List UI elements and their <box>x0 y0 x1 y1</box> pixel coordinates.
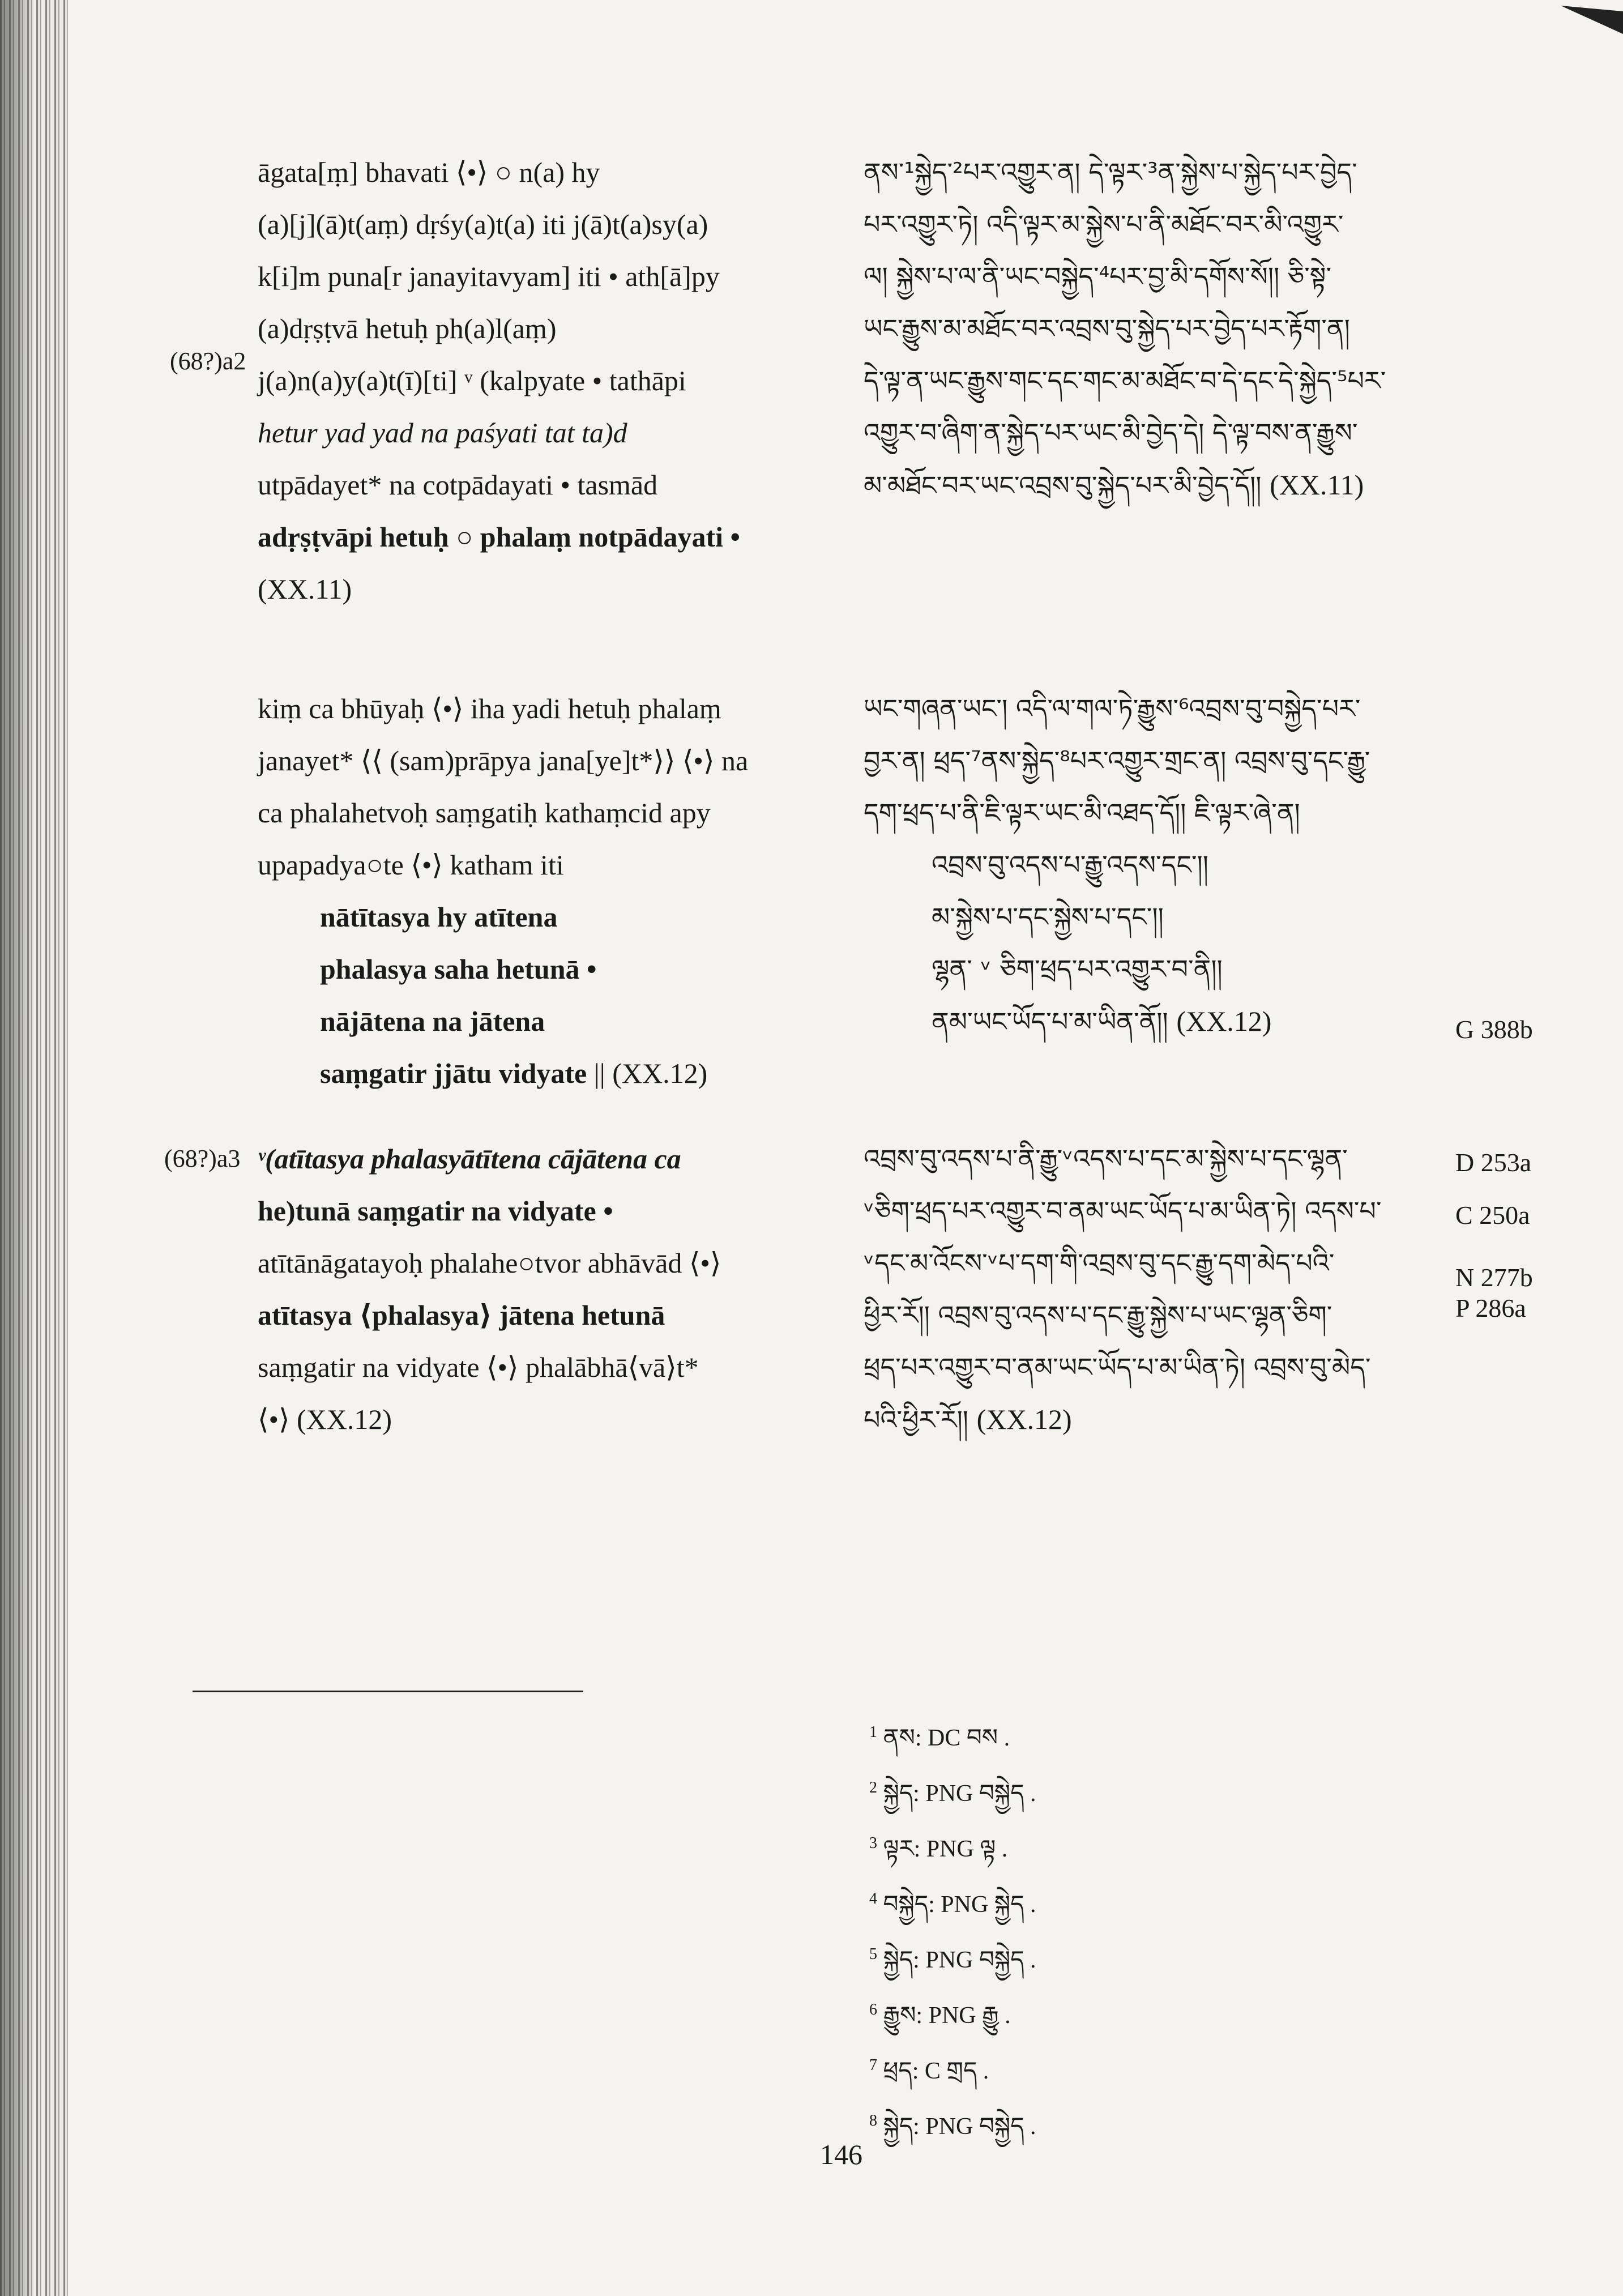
verse-ref: || (XX.12) <box>593 1057 708 1089</box>
tibetan-line: བྱར་ན། ཕྲད་⁷ནས་སྐྱེད་⁸པར་འགྱུར་གྲང་ན། འབྲས་བུ་དང་རྒྱུ་ <box>864 745 1370 776</box>
tibetan-line: ཡང་གཞན་ཡང་། འདི་ལ་གལ་ཏེ་རྒྱུས་⁶འབྲས་བུ་བསྐྱེད་པར་ <box>864 693 1361 724</box>
tibetan-line: པར་འགྱུར་ཏེ། འདི་ལྟར་མ་སྐྱེས་པ་ནི་མཐོང་བར་མི་འགྱུར་ <box>864 209 1344 240</box>
block1-line: (XX.11) <box>258 573 352 605</box>
footnote: $^5$ སྐྱེད: PNG བསྐྱེད . <box>869 1945 1036 1973</box>
tibetan-verse-line: མ་སྐྱེས་པ་དང་སྐྱེས་པ་དང་།། <box>932 902 1164 932</box>
block2-tibetan <box>864 682 1447 1048</box>
tibetan-line: འགྱུར་བ་ཞིག་ན་སྐྱེད་པར་ཡང་མི་བྱེད་དེ། དེ་ལྟ་བས་ན་རྒྱུས་ <box>864 417 1358 448</box>
tibetan-line: ནས་¹སྐྱེད་²པར་འགྱུར་ན། དེ་ལྟར་³ན་སྐྱེས་པ་སྐྱེད་པར་བྱེད་ <box>864 157 1357 187</box>
footnote: $^4$ བསྐྱེད: PNG སྐྱེད . <box>869 1890 1036 1918</box>
block1-line: utpādayet* na cotpādayati • tasmād <box>258 469 658 501</box>
footnotes <box>869 1708 1266 2152</box>
verse-line <box>258 1047 818 1099</box>
tibetan-ref: (XX.12) <box>1176 1005 1272 1037</box>
footnote: $^2$ སྐྱེད: PNG བསྐྱེད . <box>869 1779 1036 1807</box>
tibetan-ref: (XX.12) <box>976 1403 1072 1435</box>
block3-ref: (68?)a3 <box>164 1145 241 1172</box>
tibetan-verse-line <box>864 995 1447 1048</box>
block2-sanskrit <box>258 682 818 1099</box>
tibetan-line: དེ་ལྟ་ན་ཡང་རྒྱུས་གང་དང་གང་མ་མཐོང་བ་དེ་དང་དེ་སྐྱེད་⁵པར་ <box>864 365 1386 396</box>
verse-text: saṃgatir jjātu vidyate <box>320 1057 587 1089</box>
block2-line: kiṃ ca bhūyaḥ ⟨•⟩ iha yadi hetuḥ phalaṃ <box>258 693 721 724</box>
siglum: D 253a <box>1455 1148 1532 1177</box>
block1-line: k[i]m puna[r janayitavyam] iti • ath[ā]py <box>258 261 720 292</box>
verse-line: nātītasya hy atītena <box>320 901 558 933</box>
tibetan-line <box>864 1393 1447 1446</box>
corner-mark-icon <box>1561 0 1623 34</box>
siglum: G 388b <box>1455 1015 1533 1044</box>
footnote: $^6$ རྒྱུས: PNG རྒྱུ . <box>869 2001 1011 2029</box>
tibetan-verse-line: འབྲས་བུ་འདས་པ་རྒྱུ་འདས་དང་།། <box>932 850 1208 880</box>
tibetan-line: ཕྱིར་རོ།། འབྲས་བུ་འདས་པ་དང་རྒྱུ་སྐྱེས་པ་ཡང་ལྷན་ཅིག་ <box>864 1300 1332 1330</box>
block3-line: atītasya ⟨phalasya⟩ jātena hetunā <box>258 1299 665 1331</box>
tibetan-line <box>864 459 1447 511</box>
page-number: 146 <box>820 2139 862 2170</box>
block3-line: saṃgatir na vidyate ⟨•⟩ phalābhā⟨vā⟩t* <box>258 1351 699 1383</box>
verse-line: nājātena na jātena <box>320 1005 545 1037</box>
block3-line: ᵛ(atītasya phalasyātītena cājātena ca <box>258 1143 681 1175</box>
tibetan-line: ᵛཅིག་ཕྲད་པར་འགྱུར་བ་ནམ་ཡང་ཡོད་པ་མ་ཡིན་ཏེ། འདས་པ་ <box>864 1196 1382 1226</box>
block1-tibetan <box>864 146 1447 511</box>
block1-line: āgata[ṃ] bhavati ⟨•⟩ ○ n(a) hy <box>258 156 600 188</box>
tibetan-text: མ་མཐོང་བར་ཡང་འབྲས་བུ་སྐྱེད་པར་མི་བྱེད་དོ།། <box>864 470 1262 501</box>
block1-line: hetur yad yad na paśyati tat ta)d <box>258 417 627 449</box>
block1-sanskrit <box>258 146 818 615</box>
tibetan-line: འབྲས་བུ་འདས་པ་ནི་རྒྱུ་ᵛའདས་པ་དང་མ་སྐྱེས་པ་དང་ལྷན་ <box>864 1143 1348 1174</box>
tibetan-line: ཡང་རྒྱུས་མ་མཐོང་བར་འབྲས་བུ་སྐྱེད་པར་བྱེད་པར་རྟོག་ན། <box>864 313 1350 344</box>
block3-line: he)tunā saṃgatir na vidyate • <box>258 1195 613 1227</box>
block2-line: ca phalahetvoḥ saṃgatiḥ kathaṃcid apy <box>258 797 711 829</box>
tibetan-text: ནམ་ཡང་ཡོད་པ་མ་ཡིན་ནོ།། <box>932 1006 1168 1037</box>
tibetan-line: དག་ཕྲད་པ་ནི་ཇི་ལྟར་ཡང་མི་འཐད་དོ།། ཇི་ལྟར་ཞེ་ན། <box>864 797 1300 828</box>
siglum: C 250a <box>1455 1201 1530 1230</box>
block3-sanskrit <box>258 1133 818 1445</box>
block1-line: (a)dṛṣṭvā hetuḥ ph(a)l(aṃ) <box>258 313 557 344</box>
block1-line: j(a)n(a)y(a)t(ī)[ti] ᵛ (kalpyate • tathāpi <box>258 365 686 396</box>
block3-line: atītānāgatayoḥ phalahe○tvor abhāvād ⟨•⟩ <box>258 1247 721 1279</box>
tibetan-line: ལ། སྐྱེས་པ་ལ་ནི་ཡང་བསྐྱེད་⁴པར་བྱ་མི་དགོས་སོ།། ཅི་སྟེ་ <box>864 261 1332 292</box>
footnote-rule <box>193 1691 583 1692</box>
tibetan-text: པའི་ཕྱིར་རོ།། <box>864 1405 969 1435</box>
footnote: $^1$ ནས: DC བས . <box>869 1723 1010 1751</box>
tibetan-line: ཕྲད་པར་འགྱུར་བ་ནམ་ཡང་ཡོད་པ་མ་ཡིན་ཏེ། འབྲས་བུ་མེད་ <box>864 1352 1371 1382</box>
block3-line: ⟨•⟩ (XX.12) <box>258 1403 392 1435</box>
footnote: $^3$ ལྟར: PNG ལྟ . <box>869 1834 1008 1862</box>
block2-line: janayet* ⟨⟨ (sam)prāpya jana[ye]t*⟩⟩ ⟨•⟩ na <box>258 745 749 776</box>
block3-tibetan <box>864 1133 1447 1446</box>
block1-ref: (68?)a2 <box>170 347 246 375</box>
block1-line: (a)[j](ā)t(aṃ) dṛśy(a)t(a) iti j(ā)t(a)sy(a) <box>258 208 708 240</box>
siglum: P 286a <box>1455 1294 1526 1322</box>
tibetan-verse-line: ལྷན་ ᵛ ཅིག་ཕྲད་པར་འགྱུར་བ་ནི།། <box>932 954 1223 984</box>
siglum: N 277b <box>1455 1263 1533 1292</box>
block1-line: adṛṣṭvāpi hetuḥ ○ phalaṃ notpādayati • <box>258 521 741 553</box>
footnote: $^8$ སྐྱེད: PNG བསྐྱེད . <box>869 2112 1036 2140</box>
verse-line: phalasya saha hetunā • <box>320 953 597 985</box>
block2-line: upapadya○te ⟨•⟩ katham iti <box>258 849 564 881</box>
tibetan-line: ᵛདང་མ་འོངས་ᵛཔ་དག་གི་འབྲས་བུ་དང་རྒྱུ་དག་མེད་པའི་ <box>864 1248 1335 1278</box>
tibetan-ref: (XX.11) <box>1270 469 1364 501</box>
binding-edge <box>0 0 34 2296</box>
footnote: $^7$ ཕྲད: C གྲད . <box>869 2056 989 2084</box>
